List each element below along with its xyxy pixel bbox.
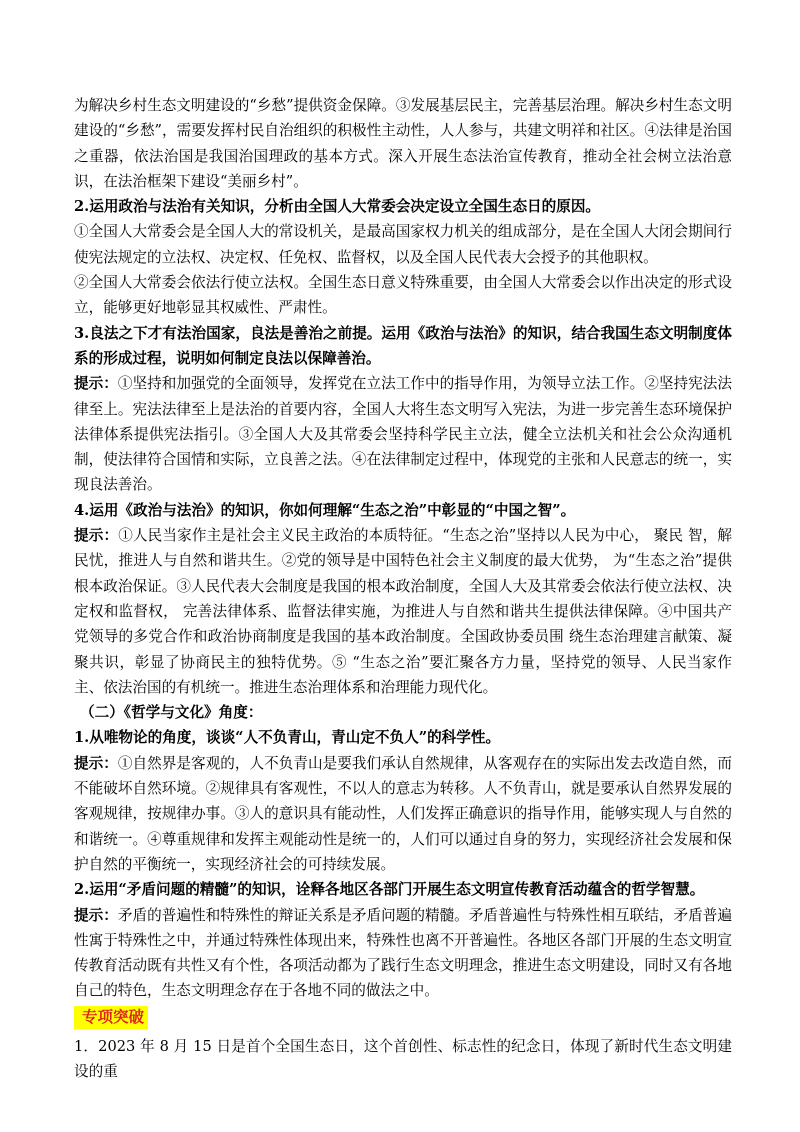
question-6: 2.运用“矛盾问题的精髓”的知识，诠释各地区各部门开展生态文明宣传教育活动蕴含的哲学智慧。 <box>74 881 705 899</box>
answer-6-text: 矛盾的普遍性和特殊性的辩证关系是矛盾问题的精髓。矛盾普遍性与特殊性相互联结，矛盾普遍性寓于特殊性之中，并通过特殊性体现出来，特殊性也离不开普遍性。各地区各部门开展的生态文明宣传教育活动既有共性又有个性，各项活动都为了践行生态文明理念，推进生态文明建设，同时又有各地自己的特色，生态文明理念存在于各地不同的做法之中。 <box>74 906 732 1000</box>
answer-3-text: ①坚持和加强党的全面领导，发挥党在立法工作中的指导作用，为领导立法工作。②坚持宪法法律至上。宪法法律至上是法治的首要内容，全国人大将生态文明写入宪法，为进一步完善生态环境保护法律体系提供宪法指引。③全国人大及其常委会坚持科学民主立法，健全立法机关和社会公众沟通机制，使法律符合国情和实际，立良善之法。④在法律制定过程中，体现党的主张和人民意志的统一，实现良法善治。 <box>74 375 732 494</box>
question-5: 1.从唯物论的角度，谈谈“人不负青山，青山定不负人”的科学性。 <box>74 729 501 747</box>
answer-6 <box>74 903 732 1004</box>
document-page <box>74 93 732 1084</box>
hint-label: 提示： <box>74 754 118 772</box>
answer-5-text: ①自然界是客观的，人不负青山是要我们承认自然规律，从客观存在的实际出发去改造自然，而不能破坏自然环境。②规律具有客观性，不以人的意志为转移。人不负青山，就是要承认自然界发展的客观规律，按规律办事。③人的意识具有能动性，人们发挥正确意识的指导作用，能够实现人与自然的和谐统一。④尊重规律和发挥主观能动性是统一的，人们可以通过自身的努力，实现经济社会发展和保护自然的平衡统一，实现经济社会的可持续发展。 <box>74 754 732 873</box>
intro-paragraph: 为解决乡村生态文明建设的“乡愁”提供资金保障。③发展基层民主，完善基层治理。解决乡村生态文明建设的“乡愁”，需要发挥村民自治组织的积极性主动性，人人参与，共建文明祥和社区。④法律是治国之重器，依法治国是我国治国理政的基本方式。深入开展生态法治宣传教育，推动全社会树立法治意识，在法治框架下建设“美丽乡村”。 <box>74 97 732 190</box>
question-3: 3.良法之下才有法治国家，良法是善治之前提。运用《政治与法治》的知识，结合我国生态文明制度体系的形成过程，说明如何制定良法以保障善治。 <box>74 324 732 367</box>
question-4: 4.运用《政治与法治》的知识，你如何理解“生态之治”中彰显的“中国之智”。 <box>74 501 576 519</box>
section-heading-philosophy: （二）《哲学与文化》角度： <box>80 704 263 722</box>
answer-4-text: ①人民当家作主是社会主义民主政治的本质特征。“生态之治”坚持以人民为中心， 聚民 智，解民忧，推进人与自然和谐共生。②党的领导是中国特色社会主义制度的最大优势， 为“生态之治”提供根本政治保证。③人民代表大会制度是我国的根本政治制度，全国人大及其常委会依法行使立法权、决定权和监督权， 完善法律体系、监督法律实施，为推进人与自然和谐共生提供法律保障。④中国共产党领导的多党合作和政治协商制度是我国的基本政治制度。全国政协委员围 绕生态治理建言献策、凝聚共识，彰显了协商民主的独特优势。⑤ “生态之治”要汇聚各方力量，坚持党的领导、人民当家作主、依法治国的有机统一。推进生态治理体系和治理能力现代化。 <box>74 527 732 696</box>
special-topic-banner <box>74 1006 732 1031</box>
exercise-1-text: 1．2023 年 8 月 15 日是首个全国生态日，这个首创性、标志性的纪念日，体现了新时代生态文明建设的重 <box>74 1037 732 1080</box>
answer-2-point-2: ②全国人大常委会依法行使立法权。全国生态日意义特殊重要，由全国人大常委会以作出决定的形式设立，能够更好地彰显其权威性、严肃性。 <box>74 274 732 317</box>
hint-label: 提示： <box>74 375 118 393</box>
hint-label: 提示： <box>74 906 118 924</box>
banner-label: 专项突破 <box>74 1006 148 1029</box>
answer-4 <box>74 523 732 700</box>
answer-2-point-1: ①全国人大常委会是全国人大的常设机关，是最高国家权力机关的组成部分，是在全国人大闭会期间行使宪法规定的立法权、决定权、任免权、监督权，以及全国人民代表大会授予的其他职权。 <box>74 223 732 266</box>
hint-label: 提示： <box>74 527 119 545</box>
answer-5 <box>74 751 732 877</box>
question-2: 2.运用政治与法治有关知识，分析由全国人大常委会决定设立全国生态日的原因。 <box>74 198 601 216</box>
answer-3 <box>74 371 732 497</box>
